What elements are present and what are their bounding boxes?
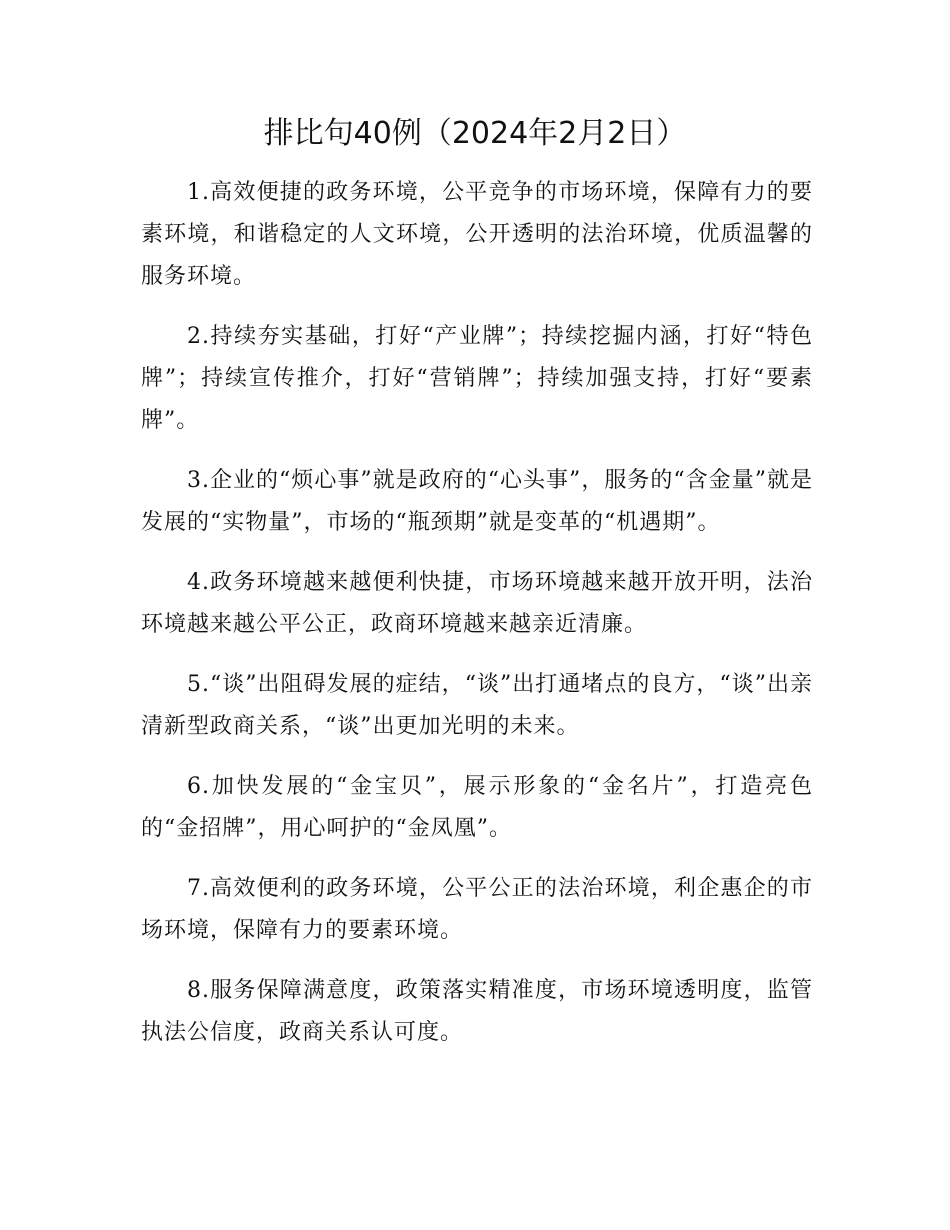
paragraph-4: 4.政务环境越来越便利快捷，市场环境越来越开放开明，法治环境越来越公平公正，政商环境越来越亲近清廉。 bbox=[141, 570, 813, 637]
paragraph-3: 3.企业的“烦心事”就是政府的“心头事”，服务的“含金量”就是发展的“实物量”，市场的“瓶颈期”就是变革的“机遇期”。 bbox=[141, 468, 813, 535]
page-title: 排比句40例（2024年2月2日） bbox=[263, 116, 687, 151]
paragraph-7: 7.高效便利的政务环境，公平公正的法治环境，利企惠企的市场环境，保障有力的要素环境。 bbox=[141, 876, 813, 943]
paragraph-6: 6.加快发展的“金宝贝”，展示形象的“金名片”，打造亮色的“金招牌”，用心呵护的“金凤凰”。 bbox=[141, 774, 813, 841]
paragraph-1: 1.高效便捷的政务环境，公平竞争的市场环境，保障有力的要素环境，和谐稳定的人文环境，公开透明的法治环境，优质温馨的服务环境。 bbox=[141, 180, 813, 289]
paragraph-8: 8.服务保障满意度，政策落实精准度，市场环境透明度，监管执法公信度，政商关系认可度。 bbox=[141, 978, 813, 1045]
paragraph-5: 5.“谈”出阻碍发展的症结，“谈”出打通堵点的良方，“谈”出亲清新型政商关系，“谈”出更加光明的未来。 bbox=[141, 672, 813, 739]
paragraph-2: 2.持续夯实基础，打好“产业牌”；持续挖掘内涵，打好“特色牌”；持续宣传推介，打好“营销牌”；持续加强支持，打好“要素牌”。 bbox=[141, 324, 813, 433]
document-body bbox=[141, 172, 813, 1072]
